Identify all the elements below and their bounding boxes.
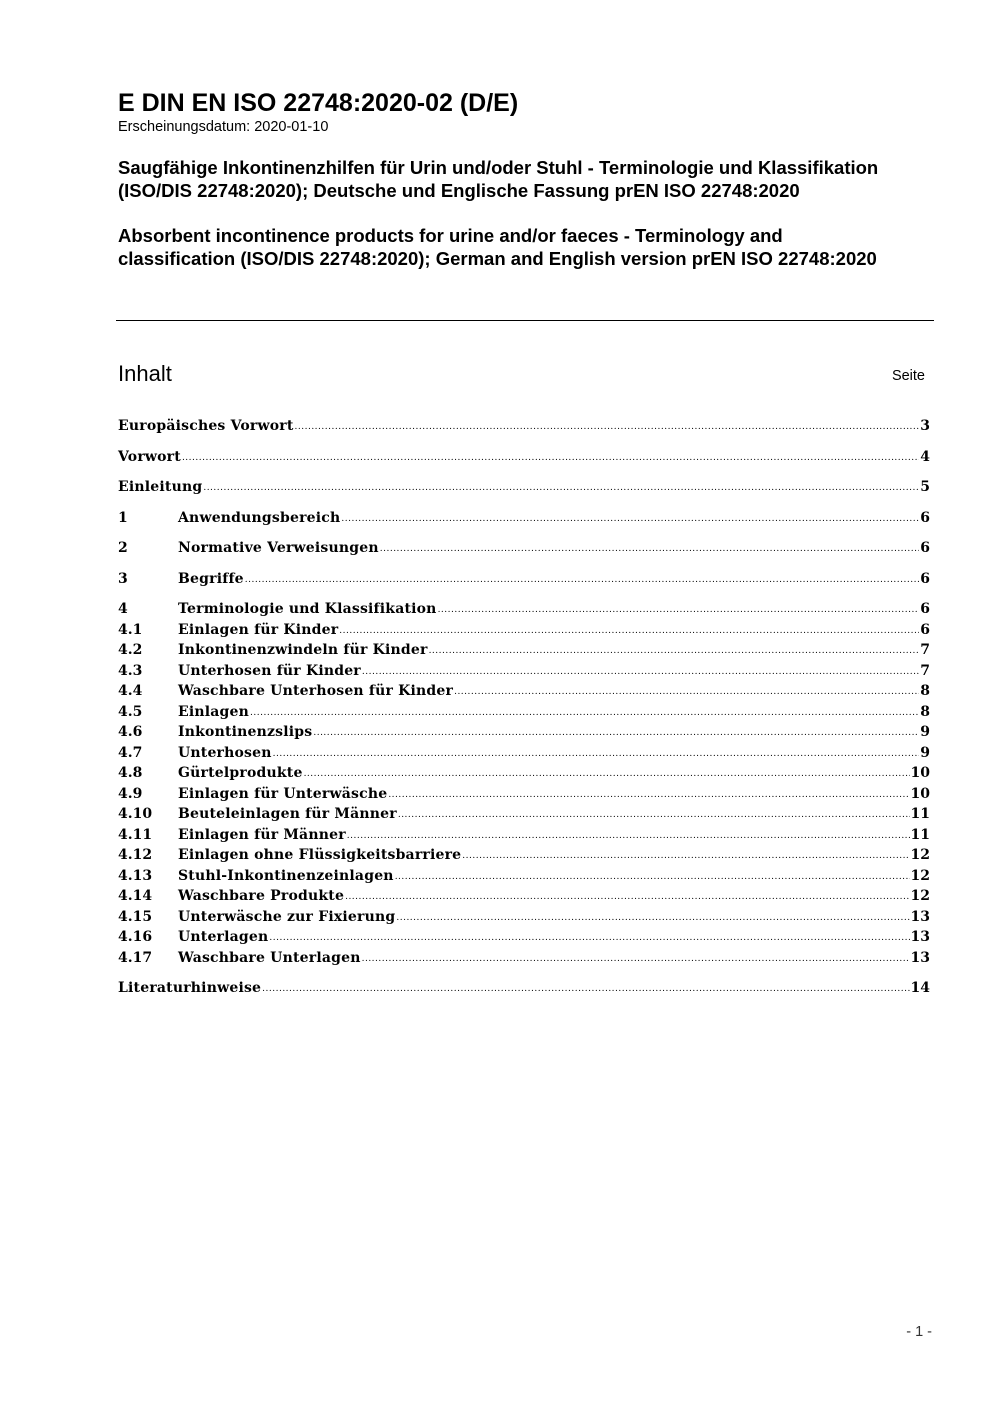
toc-entry-number: 4.16 [118, 929, 153, 945]
toc-entry-label: Normative Verweisungen [178, 540, 379, 556]
page-number: - 1 - [906, 1324, 932, 1340]
toc-entry-number: 1 [118, 509, 128, 526]
toc-entry[interactable] [118, 416, 930, 437]
toc-entry-page: 13 [910, 908, 930, 925]
toc-entry[interactable] [118, 907, 930, 928]
toc-entry[interactable] [118, 825, 930, 846]
toc-entry-label: Terminologie und Klassifikation [178, 601, 437, 617]
toc-entry-label: Unterhosen [178, 744, 272, 761]
header-divider [116, 320, 934, 321]
toc-entry[interactable] [118, 845, 930, 866]
toc-entry-page: 6 [920, 601, 930, 617]
toc-entry[interactable] [118, 661, 930, 682]
toc-entry[interactable] [118, 640, 930, 661]
toc-entry-number: 4.2 [118, 642, 143, 658]
toc-entry-label: Begriffe [178, 570, 244, 587]
toc-entry[interactable] [118, 477, 930, 498]
toc-dot-leader [273, 744, 920, 765]
toc-entry-label: Waschbare Unterlagen [178, 949, 361, 966]
toc-entry-label: Unterhosen für Kinder [178, 662, 361, 679]
toc-entry-page: 11 [910, 806, 930, 822]
toc-entry[interactable] [118, 763, 930, 784]
toc-entry-page: 7 [920, 642, 930, 658]
toc-entry-number: 4.9 [118, 785, 143, 802]
toc-page-column-label: Seite [891, 368, 925, 384]
toc-entry-label: Inkontinenzwindeln für Kinder [178, 642, 428, 658]
toc-entry[interactable] [118, 948, 930, 969]
toc-entry[interactable] [118, 804, 930, 825]
toc-dot-leader [398, 805, 910, 826]
toc-entry-label: Einleitung [118, 479, 203, 495]
toc-entry-label: Anwendungsbereich [178, 509, 341, 526]
toc-entry-page: 13 [910, 929, 930, 945]
toc-entry-number: 4.7 [118, 744, 143, 761]
table-of-contents [118, 416, 930, 999]
toc-entry-label: Waschbare Produkte [178, 888, 345, 904]
toc-entry-number: 4.1 [118, 621, 143, 638]
toc-entry-number: 4.11 [118, 826, 153, 843]
toc-entry-label: Einlagen für Kinder [178, 621, 339, 638]
toc-dot-leader [313, 723, 919, 744]
toc-heading-row [118, 360, 928, 390]
title-english: Absorbent incontinence products for urine and/or faeces - Terminology and classification (ISO/DIS 22748:2020); German and English version prEN ISO 22748:2020 [118, 225, 877, 269]
toc-entry-number: 4.8 [118, 765, 143, 781]
toc-entry-label: Einlagen ohne Flüssigkeitsbarriere [178, 847, 462, 863]
publication-date: Erscheinungsdatum: 2020-01-10 [118, 119, 329, 135]
toc-dot-leader [345, 887, 909, 908]
toc-entry-page: 14 [910, 980, 930, 996]
toc-dot-leader [304, 764, 910, 785]
toc-entry-page: 3 [920, 418, 930, 434]
toc-dot-leader [341, 509, 919, 530]
toc-dot-leader [182, 448, 919, 469]
toc-entry[interactable] [118, 702, 930, 723]
toc-entry[interactable] [118, 784, 930, 805]
toc-dot-leader [295, 417, 920, 438]
toc-entry-number: 4.4 [118, 683, 143, 699]
toc-entry-label: Inkontinenzslips [178, 724, 313, 740]
toc-entry-page: 6 [920, 509, 930, 526]
toc-entry-page: 11 [910, 826, 930, 843]
toc-entry-label: Beuteleinlagen für Männer [178, 806, 397, 822]
toc-title: Inhalt [118, 361, 172, 386]
toc-entry-label: Waschbare Unterhosen für Kinder [178, 683, 454, 699]
toc-entry-number: 4 [118, 601, 128, 617]
toc-dot-leader [262, 979, 909, 1000]
toc-entry[interactable] [118, 886, 930, 907]
toc-entry-number: 2 [118, 540, 128, 556]
toc-entry-number: 4.3 [118, 662, 143, 679]
toc-entry-page: 9 [920, 744, 930, 761]
toc-entry-label: Unterwäsche zur Fixierung [178, 908, 396, 925]
toc-entry[interactable] [118, 508, 930, 529]
toc-entry[interactable] [118, 927, 930, 948]
toc-dot-leader [454, 682, 919, 703]
toc-entry-number: 4.14 [118, 888, 153, 904]
toc-entry-page: 10 [910, 785, 930, 802]
toc-entry-label: Literaturhinweise [118, 980, 262, 996]
toc-entry-label: Unterlagen [178, 929, 269, 945]
toc-entry[interactable] [118, 620, 930, 641]
toc-dot-leader [245, 570, 919, 591]
toc-entry[interactable] [118, 538, 930, 559]
toc-entry-number: 4.13 [118, 867, 153, 884]
toc-entry-page: 7 [920, 662, 930, 679]
toc-entry-page: 12 [910, 847, 930, 863]
toc-entry[interactable] [118, 599, 930, 620]
toc-entry-page: 6 [920, 621, 930, 638]
toc-entry-page: 8 [920, 683, 930, 699]
toc-entry-number: 4.6 [118, 724, 143, 740]
toc-dot-leader [203, 478, 919, 499]
toc-entry[interactable] [118, 743, 930, 764]
toc-dot-leader [269, 928, 909, 949]
toc-entry-label: Vorwort [118, 448, 181, 465]
toc-dot-leader [462, 846, 909, 867]
toc-dot-leader [339, 621, 919, 642]
toc-entry[interactable] [118, 569, 930, 590]
toc-entry-label: Stuhl-Inkontinenzeinlagen [178, 867, 394, 884]
toc-entry-label: Einlagen für Männer [178, 826, 346, 843]
toc-entry-page: 13 [910, 949, 930, 966]
toc-entry-label: Einlagen für Unterwäsche [178, 785, 388, 802]
toc-entry-page: 9 [920, 724, 930, 740]
toc-entry-page: 4 [920, 448, 930, 465]
toc-entry-page: 6 [920, 570, 930, 587]
toc-dot-leader [388, 785, 909, 806]
toc-entry-label: Gürtelprodukte [178, 765, 303, 781]
title-german: Saugfähige Inkontinenzhilfen für Urin und/oder Stuhl - Terminologie und Klassifikation (ISO/DIS 22748:2020); Deutsche und Englische Fassung prEN ISO 22748:2020 [118, 157, 879, 201]
toc-entry-page: 10 [910, 765, 930, 781]
toc-entry[interactable] [118, 722, 930, 743]
toc-dot-leader [362, 949, 910, 970]
toc-entry-label: Europäisches Vorwort [118, 418, 294, 434]
document-id: E DIN EN ISO 22748:2020-02 (D/E) [118, 89, 519, 117]
toc-dot-leader [438, 600, 920, 621]
toc-dot-leader [362, 662, 919, 683]
toc-entry[interactable] [118, 978, 930, 999]
toc-dot-leader [347, 826, 910, 847]
toc-entry-label: Einlagen [178, 703, 250, 720]
document-header [118, 88, 934, 270]
toc-entry-page: 5 [920, 479, 930, 495]
toc-entry-number: 4.12 [118, 847, 153, 863]
toc-entry-number: 3 [118, 570, 128, 587]
toc-entry-page: 12 [910, 888, 930, 904]
toc-entry[interactable] [118, 866, 930, 887]
toc-dot-leader [395, 867, 910, 888]
toc-entry-number: 4.15 [118, 908, 153, 925]
toc-entry[interactable] [118, 681, 930, 702]
toc-entry-page: 6 [920, 540, 930, 556]
toc-dot-leader [380, 539, 920, 560]
toc-entry-page: 8 [920, 703, 930, 720]
toc-entry-number: 4.17 [118, 949, 153, 966]
toc-entry-number: 4.10 [118, 806, 153, 822]
toc-entry[interactable] [118, 447, 930, 468]
toc-dot-leader [250, 703, 919, 724]
toc-dot-leader [429, 641, 920, 662]
toc-dot-leader [396, 908, 909, 929]
toc-entry-page: 12 [910, 867, 930, 884]
toc-entry-number: 4.5 [118, 703, 143, 720]
